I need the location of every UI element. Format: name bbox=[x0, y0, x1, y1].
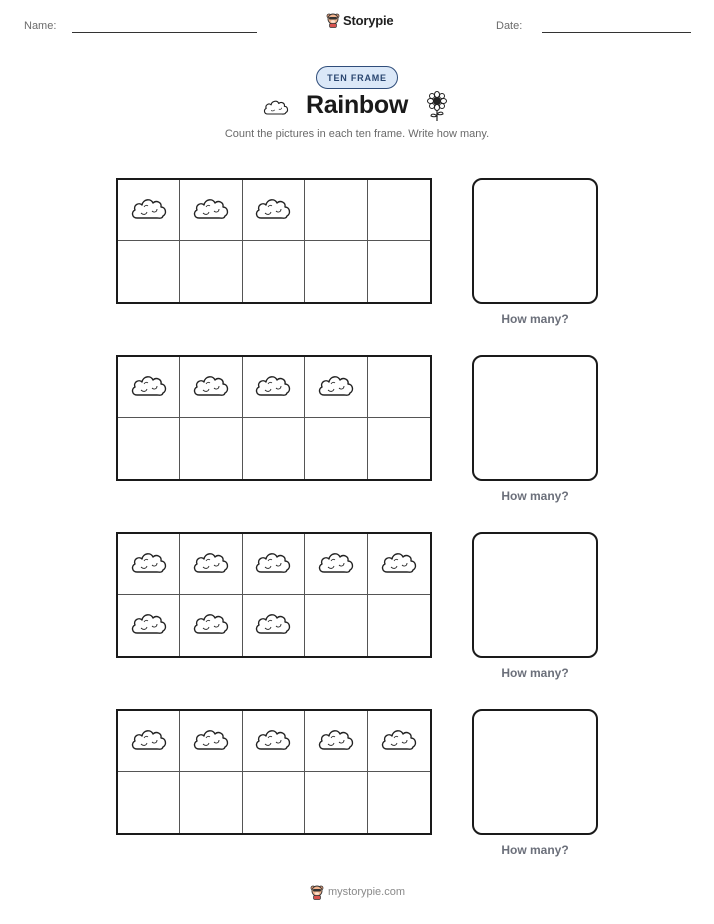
cloud-icon bbox=[191, 371, 231, 404]
bear-mascot-icon bbox=[326, 12, 340, 28]
ten-frame-cell bbox=[305, 772, 367, 833]
ten-frame-cell bbox=[243, 357, 305, 418]
ten-frame-cell bbox=[305, 595, 367, 656]
ten-frame-cell bbox=[180, 534, 242, 595]
ten-frame-cell bbox=[180, 357, 242, 418]
how-many-label: How many? bbox=[501, 666, 569, 680]
cloud-icon bbox=[316, 371, 356, 404]
how-many-label: How many? bbox=[501, 489, 569, 503]
cloud-icon bbox=[129, 194, 169, 227]
brand-name: Storypie bbox=[343, 12, 394, 28]
ten-frame-cell bbox=[305, 418, 367, 479]
ten-frame-cell bbox=[368, 772, 430, 833]
cloud-icon bbox=[129, 371, 169, 404]
name-line[interactable] bbox=[72, 32, 257, 33]
ten-frame-cell bbox=[368, 711, 430, 772]
answer-box[interactable] bbox=[472, 709, 598, 835]
footer bbox=[310, 884, 405, 900]
footer-url: mystorypie.com bbox=[328, 886, 406, 898]
answer-box[interactable] bbox=[472, 532, 598, 658]
cloud-icon bbox=[253, 371, 293, 404]
cloud-icon bbox=[191, 609, 231, 642]
ten-frame-cell bbox=[243, 772, 305, 833]
ten-frame-cell bbox=[243, 711, 305, 772]
ten-frame-cell bbox=[118, 418, 180, 479]
ten-frame-cell bbox=[180, 595, 242, 656]
cloud-icon bbox=[129, 725, 169, 758]
cloud-icon bbox=[191, 725, 231, 758]
cloud-icon bbox=[129, 609, 169, 642]
answer-box[interactable] bbox=[472, 355, 598, 481]
ten-frame-cell bbox=[243, 418, 305, 479]
ten-frame-cell bbox=[368, 418, 430, 479]
cloud-icon bbox=[379, 548, 419, 581]
ten-frame-cell bbox=[118, 595, 180, 656]
ten-frame-cell bbox=[243, 595, 305, 656]
ten-frame-cell bbox=[180, 418, 242, 479]
how-many-label: How many? bbox=[501, 312, 569, 326]
ten-frame-cell bbox=[243, 534, 305, 595]
ten-frame-cell bbox=[118, 711, 180, 772]
ten-frame bbox=[116, 709, 432, 835]
ten-frame-cell bbox=[243, 241, 305, 302]
ten-frame-cell bbox=[305, 711, 367, 772]
ten-frame-cell bbox=[118, 241, 180, 302]
worksheet-type-badge: TEN FRAME bbox=[316, 66, 398, 89]
date-label: Date: bbox=[496, 20, 523, 32]
ten-frame-cell bbox=[180, 180, 242, 241]
ten-frame-cell bbox=[118, 772, 180, 833]
instructions: Count the pictures in each ten frame. Write how many. bbox=[224, 128, 490, 140]
ten-frame-cell bbox=[368, 180, 430, 241]
cloud-icon bbox=[191, 548, 231, 581]
ten-frame bbox=[116, 355, 432, 481]
ten-frame-cell bbox=[180, 772, 242, 833]
cloud-icon bbox=[191, 194, 231, 227]
cloud-icon bbox=[253, 725, 293, 758]
title-row bbox=[0, 91, 714, 125]
ten-frame-cell bbox=[118, 534, 180, 595]
sunflower-icon bbox=[427, 91, 447, 126]
ten-frame-cell bbox=[368, 357, 430, 418]
how-many-label: How many? bbox=[501, 843, 569, 857]
brand bbox=[326, 12, 393, 28]
date-line[interactable] bbox=[542, 32, 691, 33]
bear-mascot-icon bbox=[310, 884, 324, 900]
page-title: Rainbow bbox=[305, 91, 409, 119]
cloud-icon bbox=[253, 609, 293, 642]
ten-frame bbox=[116, 178, 432, 304]
cloud-icon bbox=[253, 194, 293, 227]
cloud-icon bbox=[316, 548, 356, 581]
cloud-icon bbox=[316, 725, 356, 758]
ten-frame-cell bbox=[305, 357, 367, 418]
ten-frame-cell bbox=[305, 180, 367, 241]
ten-frame-cell bbox=[368, 241, 430, 302]
ten-frame-cell bbox=[118, 180, 180, 241]
ten-frame bbox=[116, 532, 432, 658]
ten-frame-cell bbox=[180, 711, 242, 772]
ten-frame-cell bbox=[368, 595, 430, 656]
ten-frame-cell bbox=[305, 534, 367, 595]
cloud-icon bbox=[379, 725, 419, 758]
answer-box[interactable] bbox=[472, 178, 598, 304]
cloud-icon bbox=[253, 548, 293, 581]
ten-frame-cell bbox=[243, 180, 305, 241]
ten-frame-cell bbox=[118, 357, 180, 418]
ten-frame-cell bbox=[368, 534, 430, 595]
ten-frame-cell bbox=[180, 241, 242, 302]
name-label: Name: bbox=[24, 20, 57, 32]
ten-frame-cell bbox=[305, 241, 367, 302]
cloud-icon bbox=[129, 548, 169, 581]
